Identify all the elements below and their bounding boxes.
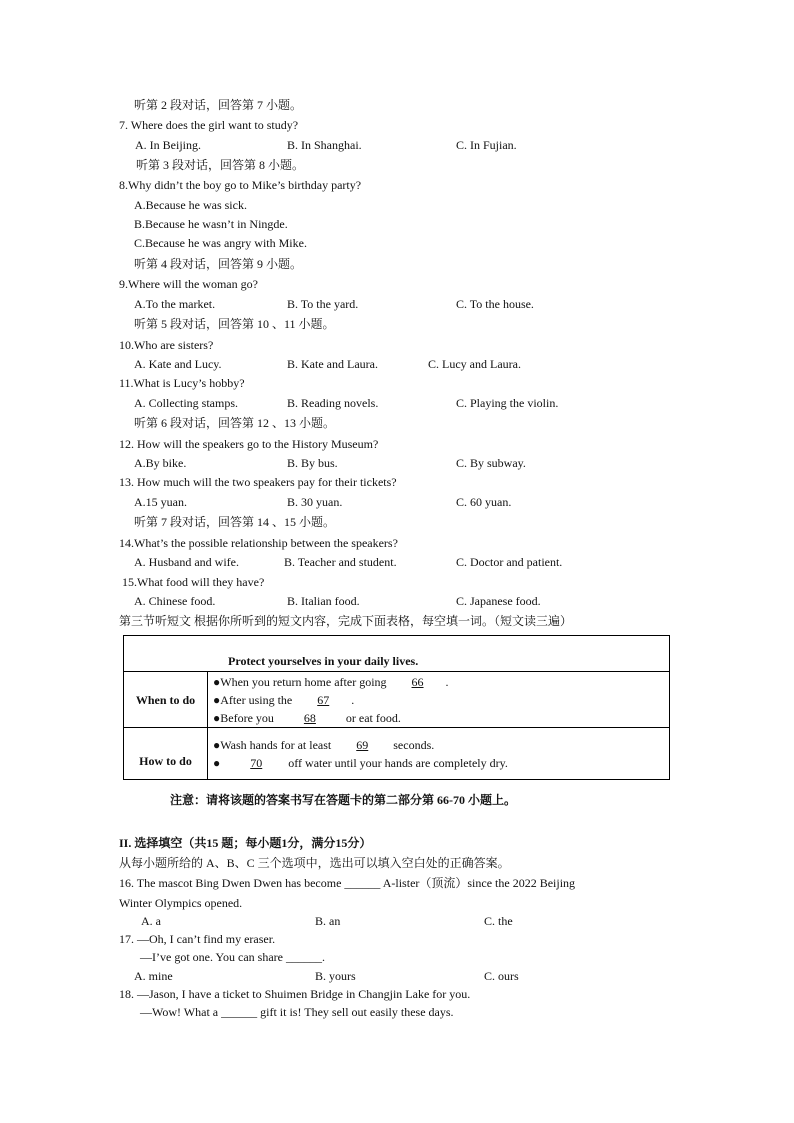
q16-option-a: A. a <box>141 914 161 928</box>
q15-option-a: A. Chinese food. <box>134 594 216 608</box>
blank-68: 68 <box>303 710 316 725</box>
q12-option-a: A.By bike. <box>134 456 187 470</box>
how-to-do-cell <box>208 728 670 780</box>
question-10: 10.Who are sisters? <box>119 338 214 352</box>
q12-option-b: B. By bus. <box>287 456 338 470</box>
table-title-cell <box>124 636 670 672</box>
when-to-do-cell <box>208 672 670 728</box>
blank-67: 67 <box>317 692 330 707</box>
blank-66: 66 <box>411 674 424 689</box>
q13-option-c: C. 60 yuan. <box>456 495 512 509</box>
how-to-do-label: How to do <box>124 728 208 780</box>
q7-option-b: B. In Shanghai. <box>287 138 362 152</box>
q8-option-a: A.Because he was sick. <box>134 198 247 212</box>
when-item-1-end: . <box>445 674 449 689</box>
question-13: 13. How much will the two speakers pay for their tickets? <box>119 475 397 489</box>
question-18-line1: 18. —Jason, I have a ticket to Shuimen Bridge in Changjin Lake for you. <box>119 987 471 1001</box>
question-17-line1: 17. —Oh, I can’t find my eraser. <box>119 932 276 946</box>
q13-option-a: A.15 yuan. <box>134 495 187 509</box>
how-item-2 <box>213 754 669 772</box>
blank-69: 69 <box>356 737 369 752</box>
q11-option-c: C. Playing the violin. <box>456 396 559 410</box>
question-15: 15.What food will they have? <box>122 575 265 589</box>
when-item-3 <box>213 709 669 727</box>
how-item-2-text: off water until your hands are completely dry. <box>288 755 508 770</box>
part-header-7: 听第 2 段对话，回答第 7 小题。 <box>134 98 303 112</box>
how-item-1-end: seconds. <box>393 737 435 752</box>
q16-option-c: C. the <box>484 914 513 928</box>
q14-option-b: B. Teacher and student. <box>284 555 397 569</box>
question-11: 11.What is Lucy’s hobby? <box>119 376 245 390</box>
q14-option-c: C. Doctor and patient. <box>456 555 563 569</box>
q10-option-b: B. Kate and Laura. <box>287 357 378 371</box>
q8-option-b: B.Because he wasn’t in Ningde. <box>134 217 288 231</box>
part-header-14: 听第 7 段对话，回答第 14 、15 小题。 <box>134 515 336 529</box>
when-item-1 <box>213 673 669 691</box>
q15-option-b: B. Italian food. <box>287 594 360 608</box>
q7-option-a: A. In Beijing. <box>135 138 201 152</box>
when-item-2-end: . <box>351 692 355 707</box>
blank-70: 70 <box>250 755 263 770</box>
q17-option-a: A. mine <box>134 969 173 983</box>
how-item-1-text: ●Wash hands for at least <box>213 737 332 752</box>
question-12: 12. How will the speakers go to the History Museum? <box>119 437 379 451</box>
question-14: 14.What’s the possible relationship between the speakers? <box>119 536 398 550</box>
q11-option-a: A. Collecting stamps. <box>134 396 238 410</box>
question-9: 9.Where will the woman go? <box>119 277 258 291</box>
question-16-line1: 16. The mascot Bing Dwen Dwen has become ______ A-lister（顶流）since the 2022 Beijing <box>119 876 576 890</box>
q15-option-c: C. Japanese food. <box>456 594 541 608</box>
part-header-10: 听第 5 段对话，回答第 10 、11 小题。 <box>134 317 335 331</box>
q14-option-a: A. Husband and wife. <box>134 555 239 569</box>
when-item-1-text: ●When you return home after going <box>213 674 387 689</box>
answer-sheet-note: 注意：请将该题的答案书写在答题卡的第二部分第 66-70 小题上。 <box>170 793 516 807</box>
part-header-12: 听第 6 段对话，回答第 12 、13 小题。 <box>134 416 336 430</box>
section3-header: 第三节听短文 根据你所听到的短文内容，完成下面表格，每空填一词。（短文读三遍） <box>119 614 573 628</box>
q9-option-b: B. To the yard. <box>287 297 359 311</box>
fill-in-table <box>123 635 670 780</box>
table-title: Protect yourselves in your daily lives. <box>228 654 419 668</box>
q13-option-b: B. 30 yuan. <box>287 495 343 509</box>
question-18-line2: —Wow! What a ______ gift it is! They sell out easily these days. <box>140 1005 454 1019</box>
when-item-3-text: ●Before you <box>213 710 274 725</box>
part2-title: II. 选择填空（共15 题；每小题1分，满分15分） <box>119 836 372 850</box>
q8-option-c: C.Because he was angry with Mike. <box>134 236 307 250</box>
part-header-9: 听第 4 段对话，回答第 9 小题。 <box>134 257 303 271</box>
question-16-line2: Winter Olympics opened. <box>119 896 243 910</box>
q7-option-c: C. In Fujian. <box>456 138 517 152</box>
when-item-3-end: or eat food. <box>345 710 401 725</box>
when-to-do-label: When to do <box>124 672 208 728</box>
q10-option-c: C. Lucy and Laura. <box>428 357 521 371</box>
q9-option-c: C. To the house. <box>456 297 534 311</box>
q11-option-b: B. Reading novels. <box>287 396 379 410</box>
question-17-line2: —I’ve got one. You can share ______. <box>140 950 325 964</box>
q17-option-c: C. ours <box>484 969 519 983</box>
how-item-1 <box>213 736 669 754</box>
part-header-8: 听第 3 段对话，回答第 8 小题。 <box>136 158 305 172</box>
how-item-2-bullet: ● <box>213 755 221 770</box>
q12-option-c: C. By subway. <box>456 456 526 470</box>
q9-option-a: A.To the market. <box>134 297 216 311</box>
question-7: 7. Where does the girl want to study? <box>119 118 299 132</box>
q16-option-b: B. an <box>315 914 341 928</box>
q10-option-a: A. Kate and Lucy. <box>134 357 222 371</box>
q17-option-b: B. yours <box>315 969 356 983</box>
part2-instructions: 从每小题所给的 A、B、C 三个选项中，选出可以填入空白处的正确答案。 <box>119 856 510 870</box>
when-item-2 <box>213 691 669 709</box>
when-item-2-text: ●After using the <box>213 692 293 707</box>
question-8: 8.Why didn’t the boy go to Mike’s birthday party? <box>119 178 362 192</box>
